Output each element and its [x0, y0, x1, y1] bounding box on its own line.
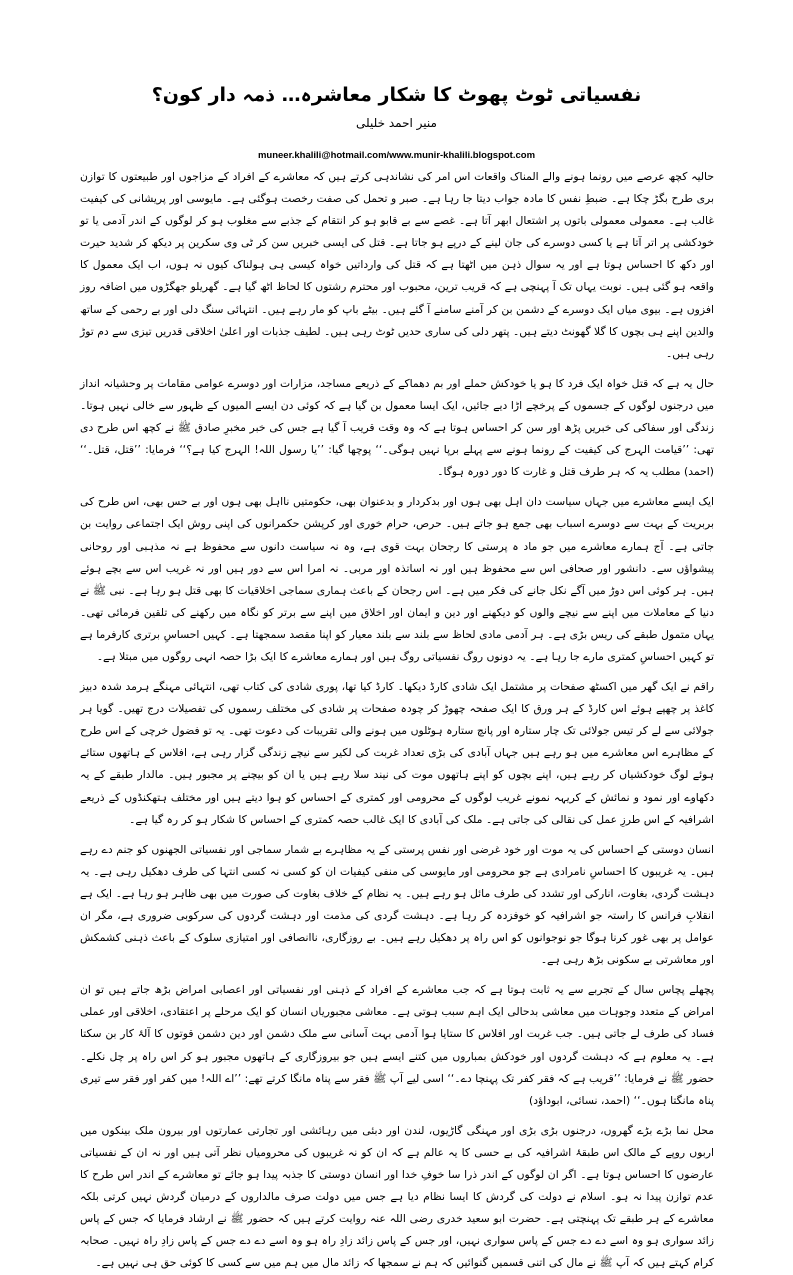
article-title: نفسیاتی ٹوٹ پھوٹ کا شکار معاشرہ… ذمہ دار کون؟	[151, 84, 642, 106]
author-contact: muneer.khalili@hotmail.com/www.munir-khalili.blogspot.com	[257, 150, 536, 161]
paragraph: حالیہ کچھ عرصے میں رونما ہونے والے المناک واقعات اس امر کی نشاندہی کرتے ہیں کہ معاشرے کے افراد کے مزاجوں اور طبیعتوں کا توازن بری طرح بگڑ چکا ہے۔ ضبطِ نفس کا مادہ جواب دیتا جا رہا ہے۔ صبر و تحمل کی صفت رخصت ہوگئی ہے۔ مایوسی اور پریشانی کی کیفیت غالب ہے۔ معمولی معمولی باتوں پر اشتعال ابھر آتا ہے۔ غصے سے بے قابو ہو کر انتقام کے جذبے سے مغلوب ہو کر لوگوں کے اندر آدمی یا تو خودکشی پر اتر آتا ہے یا کسی دوسرے کی جان لینے کے درپے ہو جاتا ہے۔ قتل کی ایسی خبریں سن کر ٹی وی سکرین پر دیکھ کر شدید حیرت اور دکھ کا احساس ہوتا ہے اور یہ سوال ذہن میں اٹھتا ہے کہ قتل کی وارداتیں خواہ کیسی ہی ہولناک کیوں نہ ہوں، اب ایک معمول کا واقعہ ہو گئی ہیں۔ نوبت یہاں تک آ پہنچی ہے کہ قریب ترین، محبوب اور محترم رشتوں کا لحاظ اٹھ گیا ہے۔ گھریلو جھگڑوں میں اضافہ روز افزوں ہے۔ بیوی میاں ایک دوسرے کے دشمن بن کر آمنے سامنے آ گئے ہیں۔ بیٹے باپ کو مار رہے ہیں۔ انتہائی سنگ دلی اور بے رحمی کے ساتھ والدین اپنے ہی بچوں کا گلا گھونٹ دیتے ہیں۔ پتھر دلی کی ساری حدیں ٹوٹ رہی ہیں۔ لطیف جذبات اور اعلیٰ اخلاقی قدریں تیزی سے دم توڑ رہی ہیں۔	[80, 170, 714, 360]
paragraph: محل نما بڑے بڑے گھروں، درجنوں بڑی بڑی اور مہنگی گاڑیوں، لندن اور دبئی میں رہائشی اور تجارتی عمارتوں اور بیرون ملک بینکوں میں اربوں روپے کے مالک اس طبقۂ اشرافیہ کی بے حسی کا یہ عالم ہے کہ ان کو نہ غریبوں کی محرومیاں نظر آتی ہیں اور نہ ان کے نفسیاتی عارضوں کا احساس ہوتا ہے۔ اگر ان لوگوں کے اندر ذرا سا خوفِ خدا اور انسان دوستی کا جذبہ پیدا ہو جائے تو معاشرے کے اندر اس طرح کا عدم توازن پیدا نہ ہو۔ اسلام نے دولت کی گردش کا ایسا نظام دیا ہے جس میں دولت صرف مالداروں کے درمیان گردش نہیں کرتی بلکہ معاشرے کے ہر طبقے تک پہنچتی ہے۔ حضرت ابو سعید خدری رضی اللہ عنہ روایت کرتے ہیں کہ حضور ﷺ نے ارشاد فرمایا کہ جس کے پاس زائد سواری ہو وہ اسے دے دے جس کے پاس سواری نہیں، اور جس کے پاس زائد زادِ راہ ہو وہ اسے دے دے جس کے پاس زادِ راہ نہیں۔ صحابہ کرام کہتے ہیں کہ آپ ﷺ نے مال کی اتنی قسمیں گنوائیں کہ ہم نے سمجھا کہ زائد مال میں ہم میں سے کسی کا کوئی حق ہی نہیں ہے۔	[80, 1123, 714, 1270]
author-name: منیر احمد خلیلی	[356, 116, 437, 130]
paragraph: حال یہ ہے کہ قتل خواہ ایک فرد کا ہو یا خودکش حملے اور بم دھماکے کے ذریعے مساجد، مزارات اور دوسرے عوامی مقامات پر وحشیانہ انداز میں درجنوں لوگوں کے جسموں کے پرخچے اڑا دیے جائیں، ایک ایسا معمول بن گیا ہے کہ کوئی دن ایسے المیوں کے ظہور سے خالی نہیں ہوتا۔ زندگی اور سفاکی کی خبریں پڑھ اور سن کر احساس ہوتا ہے کہ وہ وقت قریب آ گیا ہے جس کی خبر مخبرِ صادق ﷺ نے کچھ اس طرح دی تھی: ’’قیامت الہرج کی کیفیت کے رونما ہونے سے پہلے برپا نہیں ہوگی۔‘‘ پوچھا گیا: ’’یا رسول اللہ! الہرج کیا ہے؟‘‘ فرمایا: ’’قتل، قتل۔‘‘ (احمد) مطلب یہ کہ ہر طرف قتل و غارت کا دور دورہ ہوگا۔	[80, 376, 714, 479]
paragraph: پچھلے پچاس سال کے تجربے سے یہ ثابت ہوتا ہے کہ جب معاشرے کے افراد کے ذہنی اور نفسیاتی اور اعصابی امراض بڑھ جاتے ہیں تو ان امراض کے متعدد وجوہات میں معاشی بدحالی ایک اہم سبب ہوتی ہے۔ معاشی مجبوریاں انسان کو ایک مرحلے پر اعتقادی، اخلاقی اور عملی فساد کی طرف لے جاتی ہیں۔ جب غربت اور افلاس کا ستایا ہوا آدمی بہت آسانی سے ملک دشمن اور دین دشمن قوتوں کا آلۂ کار بن سکتا ہے۔ یہ معلوم ہے کہ دہشت گردوں اور خودکش بمباروں میں کتنے ایسے ہیں جو بیروزگاری کے ہاتھوں مجبور ہو کر اس راہ پر چل نکلے۔ حضور ﷺ نے فرمایا: ’’قریب ہے کہ فقر کفر تک پہنچا دے۔‘‘ اسی لیے آپ ﷺ فقر سے پناہ مانگا کرتے تھے: ’’اے اللہ! میں کفر اور فقر سے تیری پناہ مانگتا ہوں۔‘‘ (احمد، نسائی، ابوداؤد)	[80, 983, 714, 1107]
paragraph: ایک ایسے معاشرے میں جہاں سیاست دان اہل بھی ہوں اور بدکردار و بدعنوان بھی، حکومتیں نااہل بھی ہوں اور بے حس بھی، اس طرح کی بربریت کے بہت سے دوسرے اسباب بھی جمع ہو جاتے ہیں۔ حرص، حرام خوری اور کرپشن حکمرانوں کی اپنی روش ایک اجتماعی روایت بن جاتی ہے۔ آج ہمارے معاشرے میں جو ماد ہ پرستی کا رجحان بہت قوی ہے، وہ نہ سیاست دانوں سے محفوظ ہے نہ مذہبی اور روحانی پیشواؤں سے۔ دانشور اور صحافی اس سے محفوظ ہیں اور نہ اساتذہ اور مربی۔ نہ امرا اس سے دور ہیں اور نہ غریب اس سے بچے ہوئے ہیں۔ ہر کوئی اس دوڑ میں آگے نکل جانے کی فکر میں ہے۔ اس رجحان کے باعث ہماری سماجی اخلاقیات کا بھی قتل ہو رہا ہے۔ نبی ﷺ نے دنیا کے معاملات میں اپنے سے نیچے والوں کو دیکھنے اور دین و ایمان اور اخلاق میں اپنے سے برتر کو نگاہ میں رکھنے کی تلقین فرمائی تھی۔ یہاں متمول طبقے کی ریس بڑی ہے۔ ہر آدمی مادی لحاظ سے بلند سے بلند معیار کو اپنا مقصد سمجھتا ہے۔ کہیں احساسِ برتری کارفرما ہے تو کہیں احساسِ کمتری مارے جا رہا ہے۔ یہ دونوں روگ نفسیاتی روگ ہیں اور ہمارے معاشرے کا ایک بڑا حصہ انہی روگوں میں مبتلا ہے۔	[80, 495, 714, 663]
article-body	[80, 166, 714, 1270]
paragraph: راقم نے ایک گھر میں اکسٹھ صفحات پر مشتمل ایک شادی کارڈ دیکھا۔ کارڈ کیا تھا، پوری شادی کی کتاب تھی، انتہائی مہنگے ہرمد شدہ دبیز کاغذ پر چھپے ہوئے اس کارڈ کے ہر ورق کا ایک صفحہ چھوڑ کر چودہ صفحات پر شادی کی مختلف رسموں کی تفصیلات درج تھیں۔ گویا ہر جولائی سے لے کر تیس جولائی تک چار ستارہ اور پانچ ستارہ ہوٹلوں میں ہونے والی تقریبات کی دعوت تھی۔ یہ تو فضول خرچی کے اس طرح کے مظاہرے اس معاشرے میں ہو رہے ہیں جہاں آبادی کی بڑی تعداد غربت کی لکیر سے نیچے زندگی گزار رہی ہے، افلاس کے ہاتھوں ستائے ہوئے لوگ خودکشیاں کر رہے ہیں، اپنے بچوں کو اپنے ہاتھوں موت کی نیند سلا رہے ہیں یا ان کو بیچنے پر مجبور ہیں۔ مالدار طبقے کے یہ دکھاوے اور نمود و نمائش کے کریہہ نمونے غریب لوگوں کے محرومی اور کمتری کے احساس کو ہوا دیتے ہیں اور مختلف ہتھکنڈوں کے ذریعے اشرافیہ کے اس طرزِ عمل کی نقالی کی جاتی ہے۔ ملک کی آبادی کا ایک غالب حصہ کمتری کے احساس کا شکار ہو کر رہ گیا ہے۔	[80, 680, 714, 826]
paragraph: انسان دوستی کے احساس کی یہ موت اور خود غرضی اور نفس پرستی کے یہ مظاہرے بے شمار سماجی اور نفسیاتی الجھنوں کو جنم دے رہے ہیں۔ یہ غریبوں کا احساسِ نامرادی ہے جو محرومی اور مایوسی کی منفی کیفیات ان کو کسی نہ کسی انتہا کی طرف دھکیل رہی ہے۔ یہ دہشت گردی، بغاوت، انارکی اور تشدد کی طرف مائل ہو رہے ہیں۔ یہ نظام کے خلاف بغاوت کی صورت میں بھی ظاہر ہو رہا ہے۔ ایک ہے انقلابِ فرانس کا راستہ جو اشرافیہ کو خوفزدہ کر رہا ہے۔ دہشت گردی کی مذمت اور دہشت گردوں کی سرکوبی ضروری ہے، مگر ان عوامل پر بھی غور کرنا ہوگا جو نوجوانوں کو اس راہ پر دھکیل رہے ہیں۔ بے روزگاری، ناانصافی اور امتیازی سلوک کے باعث ذہنی کشمکش اور معاشرتی بے سکونی بڑھ رہی ہے۔	[80, 842, 714, 967]
